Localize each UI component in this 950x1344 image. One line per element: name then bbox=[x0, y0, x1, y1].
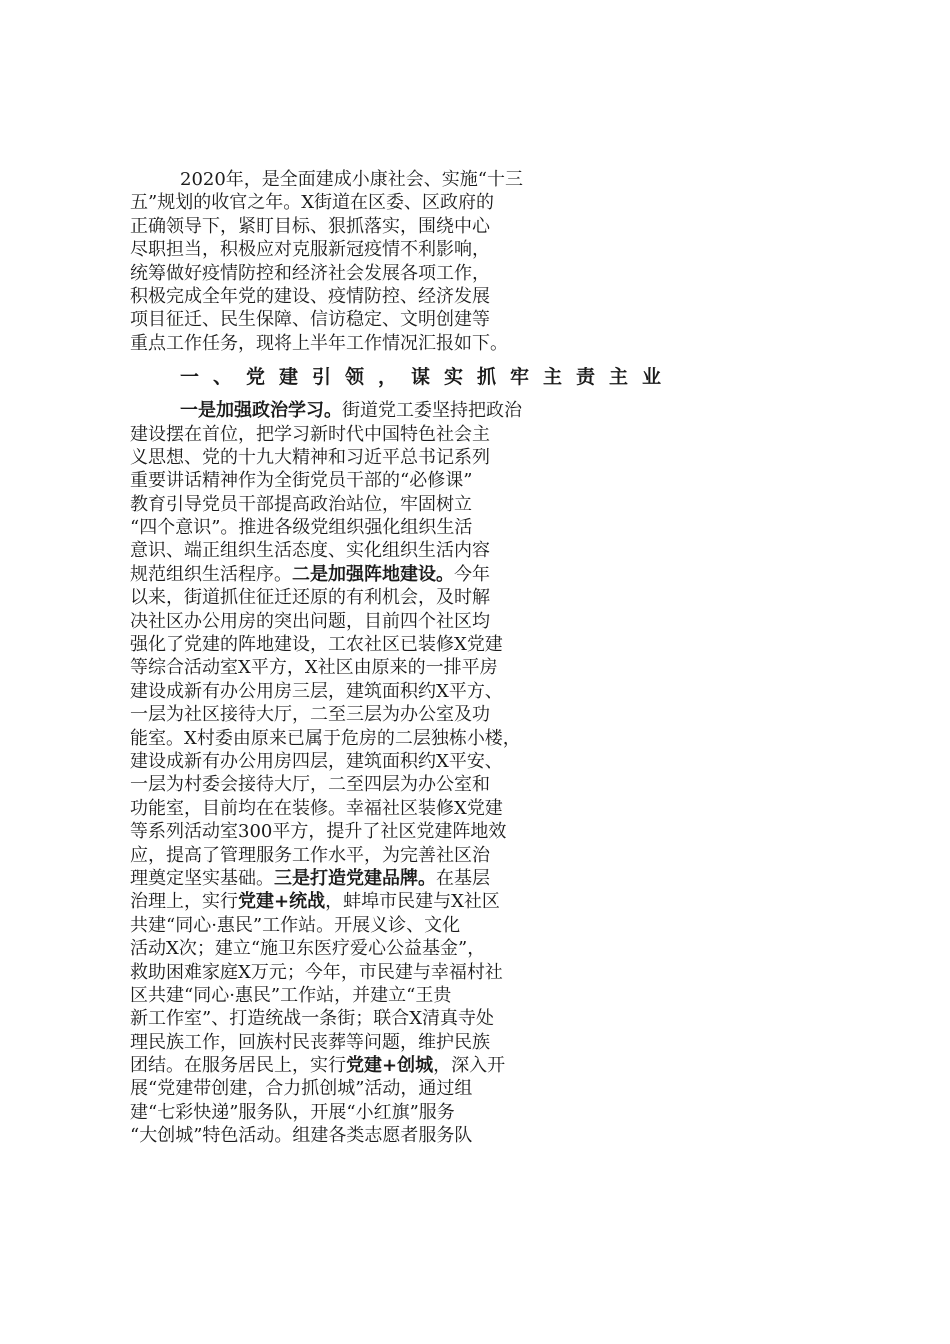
section-body-paragraph bbox=[130, 399, 816, 1148]
text-segment: 今年 bbox=[454, 563, 490, 585]
text-line bbox=[130, 727, 816, 750]
text-line bbox=[130, 493, 816, 516]
text-line bbox=[130, 680, 816, 703]
text-segment: 街道党工委坚持把政治 bbox=[342, 400, 522, 422]
document-page bbox=[130, 168, 816, 1148]
text-segment: 救助困难家庭X万元；今年，市民建与幸福村社 bbox=[130, 961, 503, 983]
bold-lead-text: 党建+统战 bbox=[238, 891, 326, 913]
text-line: 项目征迁、民生保障、信访稳定、文明创建等 bbox=[130, 309, 490, 331]
text-line: 五”规划的收官之年。X街道在区委、区政府的 bbox=[130, 192, 495, 214]
text-line bbox=[130, 563, 816, 586]
text-line bbox=[130, 867, 816, 890]
text-line bbox=[130, 656, 816, 679]
text-segment: 区共建“同心·惠民”工作站，并建立“王贵 bbox=[130, 984, 452, 1006]
text-line: 统筹做好疫情防控和经济社会发展各项工作， bbox=[130, 262, 490, 284]
section-heading: 一、党建引领，谋实抓牢主责主业 bbox=[180, 366, 676, 389]
text-segment: 团结。在服务居民上，实行 bbox=[130, 1055, 346, 1077]
text-line: 积极完成全年党的建设、疫情防控、经济发展 bbox=[130, 285, 490, 307]
text-segment: 展“党建带创建，合力抓创城”活动，通过组 bbox=[130, 1078, 473, 1100]
text-line bbox=[130, 914, 816, 937]
text-segment: ，深入开 bbox=[433, 1055, 506, 1077]
text-segment: 建“七彩快递”服务队，开展“小红旗”服务 bbox=[130, 1101, 455, 1123]
text-segment: 功能室，目前均在在装修。幸福社区装修X党建 bbox=[130, 797, 503, 819]
text-segment: 规范组织生活程序。 bbox=[130, 563, 292, 585]
text-line bbox=[130, 423, 816, 446]
text-segment: 新工作室”、打造统战一条街；联合X清真寺处 bbox=[130, 1008, 495, 1030]
text-line bbox=[130, 937, 816, 960]
text-segment: 理奠定坚实基础。 bbox=[130, 867, 274, 889]
text-line: 正确领导下，紧盯目标、狠抓落实，围绕中心 bbox=[130, 215, 490, 237]
text-line bbox=[130, 633, 816, 656]
text-segment: 重要讲话精神作为全街党员干部的“必修课” bbox=[130, 470, 473, 492]
bold-lead-text: 三是打造党建品牌。 bbox=[274, 867, 436, 889]
text-line bbox=[130, 516, 816, 539]
text-line bbox=[130, 1077, 816, 1100]
text-segment: 理民族工作，回族村民丧葬等问题，维护民族 bbox=[130, 1031, 490, 1053]
text-segment: 能室。X村委由原来已属于危房的二层独栋小楼， bbox=[130, 727, 521, 749]
text-segment: 治理上，实行 bbox=[130, 891, 238, 913]
text-line: 重点工作任务，现将上半年工作情况汇报如下。 bbox=[130, 332, 508, 354]
text-line bbox=[130, 1101, 816, 1124]
text-line bbox=[130, 773, 816, 796]
text-segment: 义思想、党的十九大精神和习近平总书记系列 bbox=[130, 446, 490, 468]
text-line bbox=[130, 961, 816, 984]
text-segment: 在基层 bbox=[436, 867, 490, 889]
text-segment: 一层为村委会接待大厅，二至四层为办公室和 bbox=[130, 774, 490, 796]
text-segment: 决社区办公用房的突出问题，目前四个社区均 bbox=[130, 610, 490, 632]
text-line bbox=[130, 984, 816, 1007]
text-line bbox=[130, 539, 816, 562]
text-line bbox=[130, 399, 816, 422]
text-segment: 等综合活动室X平方，X社区由原来的一排平房 bbox=[130, 657, 498, 679]
text-segment: 活动X次；建立“施卫东医疗爱心公益基金”， bbox=[130, 938, 486, 960]
text-segment: 建设成新有办公用房三层，建筑面积约X平方、 bbox=[130, 680, 503, 702]
text-line: 2020年，是全面建成小康社会、实施“十三 bbox=[180, 169, 524, 190]
text-line bbox=[130, 703, 816, 726]
text-segment: 等系列活动室300平方，提升了社区党建阵地效 bbox=[130, 821, 507, 843]
text-line bbox=[130, 1124, 816, 1147]
text-segment: 建设摆在首位，把学习新时代中国特色社会主 bbox=[130, 423, 490, 445]
text-segment: 一层为社区接待大厅，二至三层为办公室及功 bbox=[130, 704, 490, 726]
text-segment: ，蚌埠市民建与X社区 bbox=[325, 891, 500, 913]
text-segment: “四个意识”。推进各级党组织强化组织生活 bbox=[130, 517, 473, 539]
text-segment: “大创城”特色活动。组建各类志愿者服务队 bbox=[130, 1125, 473, 1147]
text-line bbox=[130, 446, 816, 469]
text-line bbox=[130, 586, 816, 609]
text-line bbox=[130, 750, 816, 773]
text-line bbox=[130, 844, 816, 867]
text-line bbox=[130, 1007, 816, 1030]
text-line bbox=[130, 1054, 816, 1077]
text-line bbox=[130, 820, 816, 843]
text-line bbox=[130, 469, 816, 492]
text-line bbox=[130, 890, 816, 913]
text-segment: 教育引导党员干部提高政治站位，牢固树立 bbox=[130, 493, 472, 515]
bold-lead-text: 一是加强政治学习。 bbox=[180, 400, 342, 422]
text-segment: 应，提高了管理服务工作水平，为完善社区治 bbox=[130, 844, 490, 866]
text-segment: 共建“同心·惠民”工作站。开展义诊、文化 bbox=[130, 914, 461, 936]
text-line: 尽职担当，积极应对克服新冠疫情不利影响， bbox=[130, 239, 490, 261]
text-segment: 以来，街道抓住征迁还原的有利机会，及时解 bbox=[130, 587, 490, 609]
text-line bbox=[130, 797, 816, 820]
text-segment: 意识、端正组织生活态度、实化组织生活内容 bbox=[130, 540, 490, 562]
intro-paragraph bbox=[130, 168, 816, 355]
bold-lead-text: 二是加强阵地建设。 bbox=[292, 563, 454, 585]
text-line bbox=[130, 1031, 816, 1054]
text-segment: 强化了党建的阵地建设，工农社区已装修X党建 bbox=[130, 634, 503, 656]
bold-lead-text: 党建+创城 bbox=[346, 1055, 434, 1077]
text-segment: 建设成新有办公用房四层，建筑面积约X平安、 bbox=[130, 750, 503, 772]
text-line bbox=[130, 610, 816, 633]
